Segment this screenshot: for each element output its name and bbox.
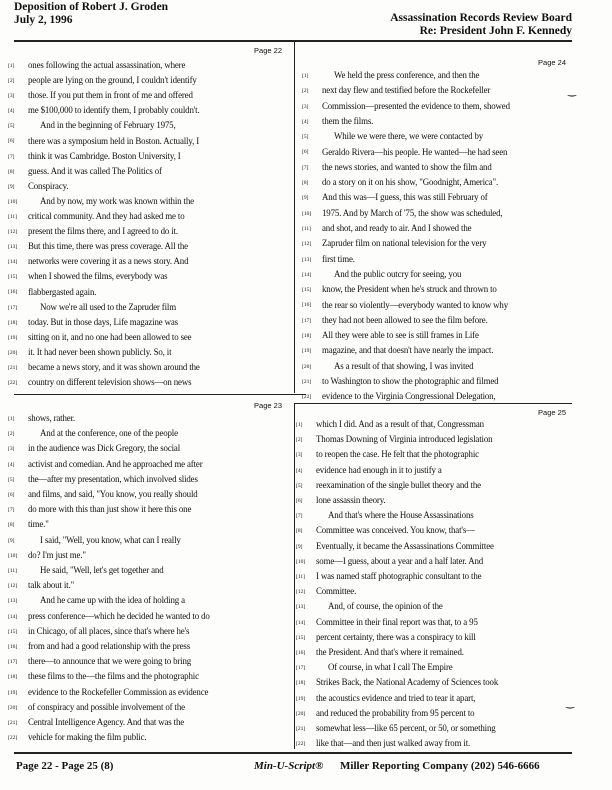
line-number: [5] [296,482,303,489]
transcript-line [8,211,184,221]
line-text: flabbergasted again. [28,286,97,297]
line-number: [20] [296,710,306,717]
line-text: the rear so violently—everybody wanted to know why [322,299,508,310]
line-number: [10] [8,198,18,205]
transcript-line [302,70,479,80]
deposition-title: Deposition of Robert J. Groden [14,1,169,13]
line-text: We held the press conference, and then the [334,70,480,80]
transcript-line [8,580,74,590]
line-text: to reopen the case. He felt that the photographic [316,449,479,460]
line-number: [3] [302,103,309,110]
transcript-line [8,428,178,438]
line-number: [1] [296,421,303,428]
transcript-line [8,671,199,681]
transcript-line [296,449,479,459]
transcript-line [8,519,49,529]
line-text: sitting on it, and no one had been allowed to see [28,331,192,342]
transcript-line [8,413,75,423]
line-text: there—to announce that we were going to bring [28,656,192,667]
transcript-line [8,656,191,666]
line-number: [13] [302,256,312,263]
line-number: [19] [8,689,18,696]
line-text: in Chicago, of all places, since that's where he's [28,625,190,636]
line-number: [15] [296,634,306,641]
line-number: [1] [8,62,15,69]
transcript-line [8,611,210,621]
transcript-line [8,459,203,469]
transcript-line [296,571,481,581]
line-text: And he came up with the idea of holding a [40,595,185,606]
line-text: of conspiracy and possible involvement of the [28,701,185,712]
line-number: [8] [296,528,303,535]
line-text: to Washington to show the photographic and filmed [322,376,499,386]
line-number: [18] [302,333,312,340]
re-line: Re: President John F. Kennedy [419,25,572,37]
line-text: Commission—presented the evidence to them, showed [322,100,510,111]
transcript-line [296,434,492,444]
line-number: [9] [296,543,303,550]
line-text: those. If you put them in front of me and offered [28,90,193,101]
line-text: do more with this than just show it here this one [28,504,192,515]
line-number: [15] [302,287,312,294]
line-text: networks were covering it as a news story. And [28,256,189,267]
page-number: Page 23 [254,401,282,410]
line-number: [16] [296,649,306,656]
transcript-line [302,345,493,355]
column-divider-bottom [294,403,295,749]
transcript-line [296,738,470,748]
transcript-line [302,208,502,218]
line-text: became a news story, and it was shown around the [28,362,200,372]
line-number: [2] [8,78,15,85]
line-text: from and had a good relationship with the press [28,641,191,651]
line-text: country on different television shows—on news [28,377,192,388]
line-number: [3] [296,452,303,459]
transcript-line [302,254,355,264]
transcript-line [296,601,443,611]
page-panel [302,58,577,402]
transcript-line [302,300,508,310]
line-text: next day flew and testified before the Rockefeller [322,85,491,96]
transcript-line [302,147,507,157]
transcript-line [296,647,464,657]
line-number: [17] [8,304,18,311]
line-text: in the audience was Dick Gregory, the social [28,443,181,454]
header-rule [14,40,572,42]
transcript-line [8,595,185,605]
line-number: [15] [8,628,18,635]
transcript-line [8,332,191,342]
line-number: [2] [302,88,309,95]
line-number: [5] [8,476,15,483]
column-divider-top [294,40,295,393]
line-number: [6] [8,491,15,498]
line-number: [1] [302,72,309,79]
transcript-line [296,586,356,596]
line-number: [11] [8,213,17,220]
line-number: [13] [8,244,18,251]
line-number: [21] [8,719,18,726]
line-number: [17] [302,317,312,324]
line-text: And the public outcry for seeing, you [334,268,462,279]
line-text: think it was Cambridge. Boston University, I [28,150,181,161]
transcript-line [296,556,483,566]
line-number: [19] [302,348,312,355]
line-text: evidence to the Virginia Congressional Delegation, [322,391,496,402]
line-text: do a story on it on his show, "Goodnight, America". [322,177,499,188]
line-text: when I showed the films, everybody was [28,271,168,282]
line-text: time." [28,519,49,530]
transcript-line [302,238,486,248]
line-number: [2] [8,431,15,438]
transcript-line [8,90,193,100]
line-text: first time. [322,253,355,264]
line-text: Committee. [316,586,357,597]
line-text: it. It had never been shown publicly. So, it [28,346,172,357]
line-text: magazine, and that doesn't have nearly the impact. [322,345,494,356]
line-text: I said, "Well, you know, what can I really [40,534,181,545]
line-number: [8] [8,522,15,529]
line-number: [8] [302,180,309,187]
line-number: [8] [8,168,15,175]
line-text: And, of course, the opinion of the [328,601,443,612]
line-text: All they were able to see is still frames in Life [322,330,479,341]
line-number: [22] [302,394,312,401]
line-number: [21] [296,725,306,732]
transcript-line [302,192,488,202]
line-text: and reduced the probability from 95 percent to [316,707,475,718]
line-text: And at the conference, one of the people [40,428,178,439]
line-number: [10] [302,210,312,217]
transcript-line [302,330,479,340]
line-number: [14] [8,613,18,620]
transcript-line [302,131,483,141]
line-number: [4] [302,118,309,125]
line-text: present the films there, and I agreed to do it. [28,226,178,237]
transcript-line [302,177,498,187]
transcript-line [8,196,194,206]
transcript-line [302,162,492,172]
footer-page-range: Page 22 - Page 25 (8) [16,760,114,772]
transcript-line [302,391,496,401]
line-text: guess. And it was called The Politics of [28,165,162,176]
page-panel [8,401,290,746]
line-number: [16] [8,643,18,650]
line-number: [11] [302,225,311,232]
transcript-line [8,347,171,357]
line-text: 1975. And by March of '75, the show was scheduled, [322,207,503,218]
line-text: the news stories, and wanted to show the film and [322,161,492,172]
margin-mark: ‿ [566,698,575,709]
line-text: lone assassin theory. [316,495,386,505]
line-number: [12] [296,589,306,596]
line-number: [6] [296,497,303,504]
line-text: somewhat less—like 65 percent, or 50, or something [316,723,496,733]
line-text: But this time, there was press coverage. All the [28,241,188,252]
transcript-line [302,85,490,95]
transcript-line [296,419,484,429]
transcript-line [8,717,184,727]
transcript-line [8,489,198,499]
line-text: talk about it." [28,580,74,591]
line-number: [6] [8,138,15,145]
line-number: [22] [8,380,18,387]
line-text: which I did. And as a result of that, Congressman [316,419,484,429]
transcript-line [8,535,181,545]
line-number: [14] [302,271,312,278]
line-text: today. But in those days, Life magazine was [28,316,178,327]
transcript-line [8,626,189,636]
footer-rule [14,752,572,754]
transcript-line [8,287,96,297]
line-number: [7] [8,507,15,514]
line-text: Geraldo Rivera—his people. He wanted—he had seen [322,146,508,157]
line-number: [4] [8,461,15,468]
line-number: [21] [8,364,18,371]
transcript-line [8,136,199,146]
transcript-line [296,465,442,475]
line-number: [3] [8,93,15,100]
line-text: reexamination of the single bullet theory and the [316,479,481,490]
line-number: [4] [8,108,15,115]
line-text: He said, "Well, let's get together and [40,565,164,575]
line-number: [20] [8,704,18,711]
transcript-line [296,525,475,535]
transcript-line [302,101,510,111]
line-text: there was a symposium held in Boston. Actually, I [28,135,200,146]
line-number: [18] [8,319,18,326]
line-number: [21] [302,378,312,385]
line-text: evidence to the Rockefeller Commission as evidence [28,686,209,697]
line-text: Committee was conceived. You know, that's— [316,525,475,536]
line-number: [10] [8,552,18,559]
page-panel [296,408,574,748]
line-number: [2] [296,437,303,444]
line-number: [13] [296,604,306,611]
transcript-line [296,662,453,672]
transcript-line [8,256,188,266]
line-text: Thomas Downing of Virginia introduced legislation [316,434,493,445]
transcript-line [8,151,181,161]
transcript-line [296,495,385,505]
line-text: people are lying on the ground, I couldn't identify [28,75,197,86]
line-number: [16] [302,302,312,309]
line-number: [7] [296,513,303,520]
transcript-line [8,181,68,191]
line-number: [19] [296,695,306,702]
transcript-line [8,75,197,85]
line-number: [14] [8,259,18,266]
transcript-line [8,702,185,712]
transcript-line [302,315,488,325]
margin-mark: ‿ [568,86,577,97]
line-number: [12] [8,583,18,590]
line-number: [5] [8,123,15,130]
line-number: [1] [8,415,15,422]
line-number: [9] [302,195,309,202]
line-number: [11] [8,567,17,574]
document-header-right [390,12,572,38]
line-text: some—I guess, about a year and a half later. And [316,555,484,566]
line-number: [16] [8,289,18,296]
transcript-line [8,641,190,651]
line-number: [9] [8,537,15,544]
transcript-line [8,687,208,697]
line-text: activist and comedian. And he approached me after [28,458,203,469]
line-text: shows, rather. [28,413,75,423]
line-number: [19] [8,334,18,341]
line-text: percent certainty, there was a conspiracy to kill [316,631,476,642]
board-title: Assassination Records Review Board [390,12,572,24]
transcript-line [8,302,176,312]
line-number: [5] [302,134,309,141]
transcript-line [296,632,476,642]
line-text: these films to the—the films and the photographic [28,671,199,682]
line-number: [7] [8,153,15,160]
line-text: Committee in their final report was that, to a 95 [316,616,478,627]
transcript-line [8,565,164,575]
transcript-line [8,60,185,70]
line-number: [12] [8,229,18,236]
line-text: evidence had enough in it to justify a [316,464,442,475]
transcript-line [296,510,474,520]
transcript-line [8,377,191,387]
transcript-line [8,504,191,514]
line-text: Zapruder film on national television for the very [322,238,487,249]
transcript-line [296,708,474,718]
line-text: they had not been allowed to see the film before. [322,314,488,325]
line-number: [17] [8,659,18,666]
transcript-line [8,241,188,251]
line-text: Eventually, it became the Assassinations Committee [316,540,494,551]
transcript-line [296,617,478,627]
line-number: [7] [302,164,309,171]
line-text: As a result of that showing, I was invited [334,360,474,371]
line-number: [14] [296,619,306,626]
line-text: Of course, in what I call The Empire [328,662,453,673]
page-panel [8,46,290,392]
line-text: and shot, and ready to air. And I showed the [322,223,472,233]
line-text: the—after my presentation, which involved slides [28,473,198,484]
transcript-line [302,361,473,371]
line-text: like that—and then just walked away from it. [316,738,471,749]
line-number: [18] [296,680,306,687]
document-header-left [14,1,168,27]
line-number: [10] [296,558,306,565]
transcript-line [302,116,373,126]
line-text: Strikes Back, the National Academy of Sciences took [316,677,499,688]
line-text: Central Intelligence Agency. And that was the [28,717,185,727]
transcript-line [8,550,86,560]
page-number: Page 22 [254,46,282,55]
footer-company: Miller Reporting Company (202) 546-6666 [340,760,540,772]
line-text: do? I'm just me." [28,549,86,560]
line-text: ones following the actual assassination, where [28,60,186,70]
page-number: Page 24 [538,58,566,67]
line-text: press conference—which he decided he wanted to do [28,610,210,621]
line-number: [11] [296,573,305,580]
line-text: the President. And that's where it remained. [316,647,464,657]
line-text: and films, and said, "You know, you really should [28,489,198,499]
line-number: [9] [8,183,15,190]
line-number: [18] [8,674,18,681]
transcript-line [8,362,200,372]
line-number: [17] [296,665,306,672]
line-text: know, the President when he's struck and thrown to [322,284,497,295]
transcript-line [296,723,496,733]
transcript-line [296,677,498,687]
transcript-line [8,271,167,281]
line-number: [20] [302,363,312,370]
transcript-line [8,732,146,742]
line-number: [15] [8,274,18,281]
line-text: And that's where the House Assassinations [328,510,474,521]
transcript-line [8,120,176,130]
left-middle-rule [14,394,306,395]
deposition-date: July 2, 1996 [14,14,73,26]
line-text: And this was—I guess, this was still February of [322,192,488,203]
line-text: critical community. And they had asked me to [28,211,185,221]
transcript-line [8,166,162,176]
line-number: [20] [8,349,18,356]
transcript-line [8,226,178,236]
line-text: I was named staff photographic consultant to the [316,571,482,581]
transcript-line [302,269,461,279]
line-text: And in the beginning of February 1975, [40,120,176,131]
line-number: [22] [296,741,306,748]
line-text: While we were there, we were contacted by [334,131,484,142]
footer-brand: Min-U-Script® [254,760,324,772]
line-number: [3] [8,446,15,453]
line-number: [22] [8,735,18,742]
line-number: [12] [302,241,312,248]
transcript-line [8,474,198,484]
transcript-line [296,693,475,703]
transcript-line [296,541,494,551]
line-number: [6] [302,149,309,156]
transcript-line [8,317,178,327]
transcript-line [8,105,200,115]
transcript-line [8,443,180,453]
line-text: them the films. [322,115,374,126]
line-number: [13] [8,598,18,605]
transcript-line [296,480,481,490]
page-number: Page 25 [538,408,566,417]
transcript-line [302,376,498,386]
line-text: And by now, my work was known within the [40,195,194,206]
line-text: vehicle for making the film public. [28,732,147,743]
line-text: Conspiracy. [28,180,69,191]
right-middle-rule [294,403,572,404]
line-number: [4] [296,467,303,474]
transcript-line [302,284,497,294]
transcript-line [302,223,471,233]
line-text: the acoustics evidence and tried to tear it apart, [316,692,476,703]
line-text: me $100,000 to identify them, I probably couldn't. [28,105,200,116]
line-text: Now we're all used to the Zapruder film [40,301,176,312]
